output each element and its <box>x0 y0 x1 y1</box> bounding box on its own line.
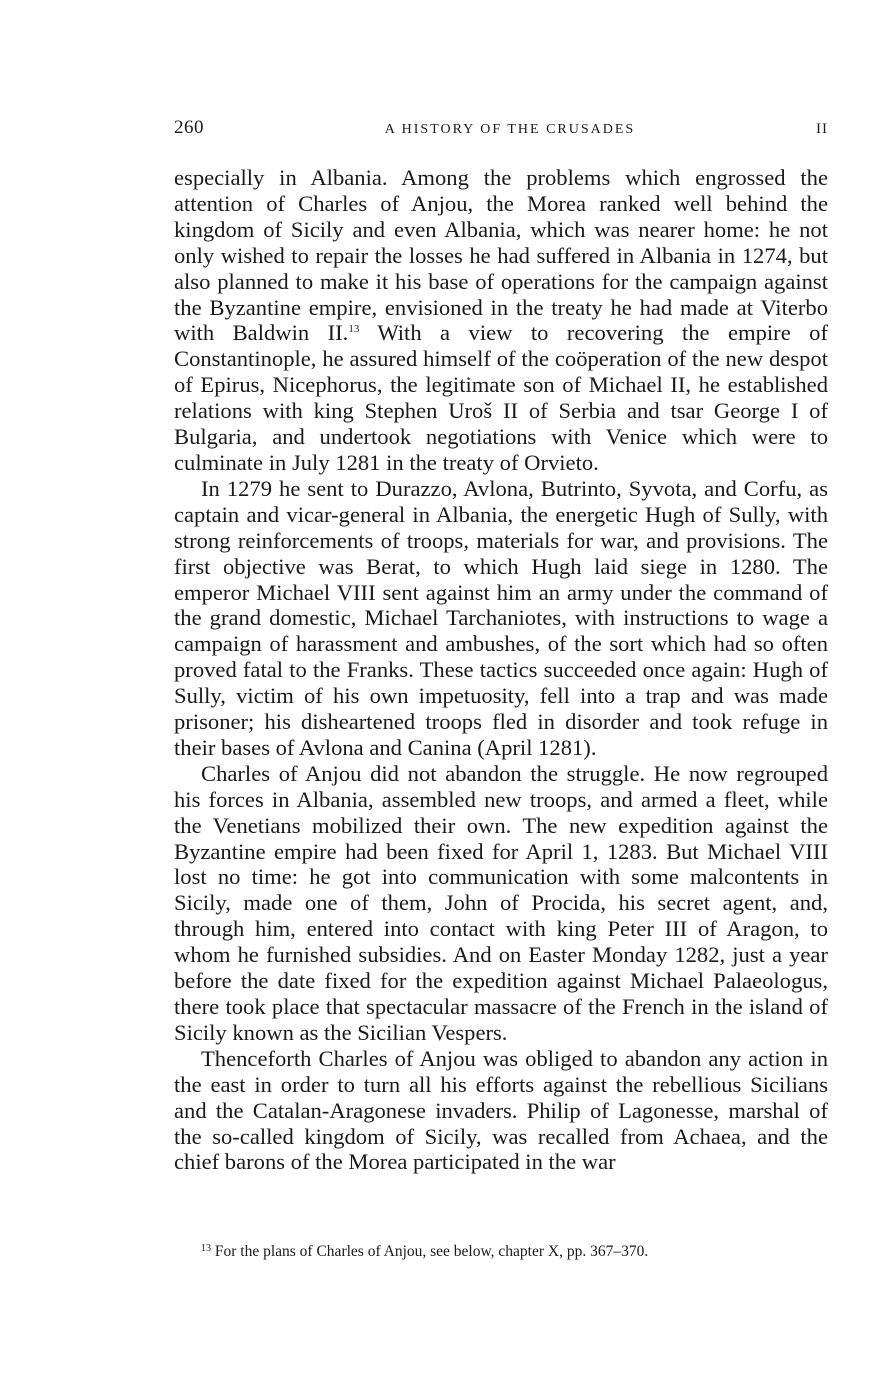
paragraph-1-text: especially in Albania. Among the problems which engrossed the attention of Charles of Anjou, the Morea ranked well behind the kingdom of Sicily and even Albania, which was nearer home: he not only wished to repair the losses he had suffered in Albania in 1274, but also planned to make it his base of operations for the campaign against the Byzantine empire, envisioned in the treaty he had made at Viterbo with Baldwin II. <box>174 165 828 346</box>
footnote-text: For the plans of Charles of Anjou, see below, chapter X, pp. 367–370. <box>211 1243 649 1260</box>
paragraph-4: Thenceforth Charles of Anjou was obliged to abandon any action in the east in order to turn all his efforts against the rebellious Sicilians and the Catalan-Aragonese invaders. Philip of Lagonesse, marshal of the so-called kingdom of Sicily, was recalled from Achaea, and the chief barons of the Morea participated in the war <box>174 1045 828 1175</box>
footnote <box>174 1242 828 1262</box>
volume-number: II <box>815 121 828 137</box>
paragraph-3: Charles of Anjou did not abandon the struggle. He now regrouped his forces in Albania, assembled new troops, and armed a fleet, while the Venetians mobilized their own. The new expedition against the Byzantine empire had been fixed for April 1, 1283. But Michael VIII lost no time: he got into communication with some malcontents in Sicily, made one of them, John of Procida, his secret agent, and, through him, entered into contact with king Peter III of Aragon, to whom he furnished subsidies. And on Easter Monday 1282, just a year before the date fixed for the expedition against Michael Palaeologus, there took place that spectacular massacre of the French in the island of Sicily known as the Sicilian Vespers. <box>174 760 828 1045</box>
paragraph-1 <box>174 165 828 476</box>
footnote-number: 13 <box>201 1243 211 1254</box>
running-title: A HISTORY OF THE CRUSADES <box>384 122 636 137</box>
page-number: 260 <box>174 117 204 138</box>
paragraph-2: In 1279 he sent to Durazzo, Avlona, Butrinto, Syvota, and Corfu, as captain and vicar-general in Albania, the energetic Hugh of Sully, with strong reinforcements of troops, materials for war, and provisions. The first objective was Berat, to which Hugh laid siege in 1280. The emperor Michael VIII sent against him an army under the command of the grand domestic, Michael Tarchaniotes, with instructions to wage a campaign of harassment and ambushes, of the sort which had so often proved fatal to the Franks. These tactics succeeded once again: Hugh of Sully, victim of his own impetuosity, fell into a trap and was made prisoner; his disheartened troops fled in disorder and took refuge in their bases of Avlona and Canina (April 1281). <box>174 475 828 760</box>
footnote-reference: 13 <box>348 323 360 336</box>
body-text <box>174 165 828 1175</box>
paragraph-1-continuation: With a view to recovering the empire of Constantinople, he assured himself of the coöperation of the new despot of Epirus, Nicephorus, the legitimate son of Michael II, he established relations with king Stephen Uroš II of Serbia and tsar George I of Bulgaria, and undertook negotiations with Venice which were to culminate in July 1281 in the treaty of Orvieto. <box>174 320 828 475</box>
running-head <box>174 117 828 139</box>
